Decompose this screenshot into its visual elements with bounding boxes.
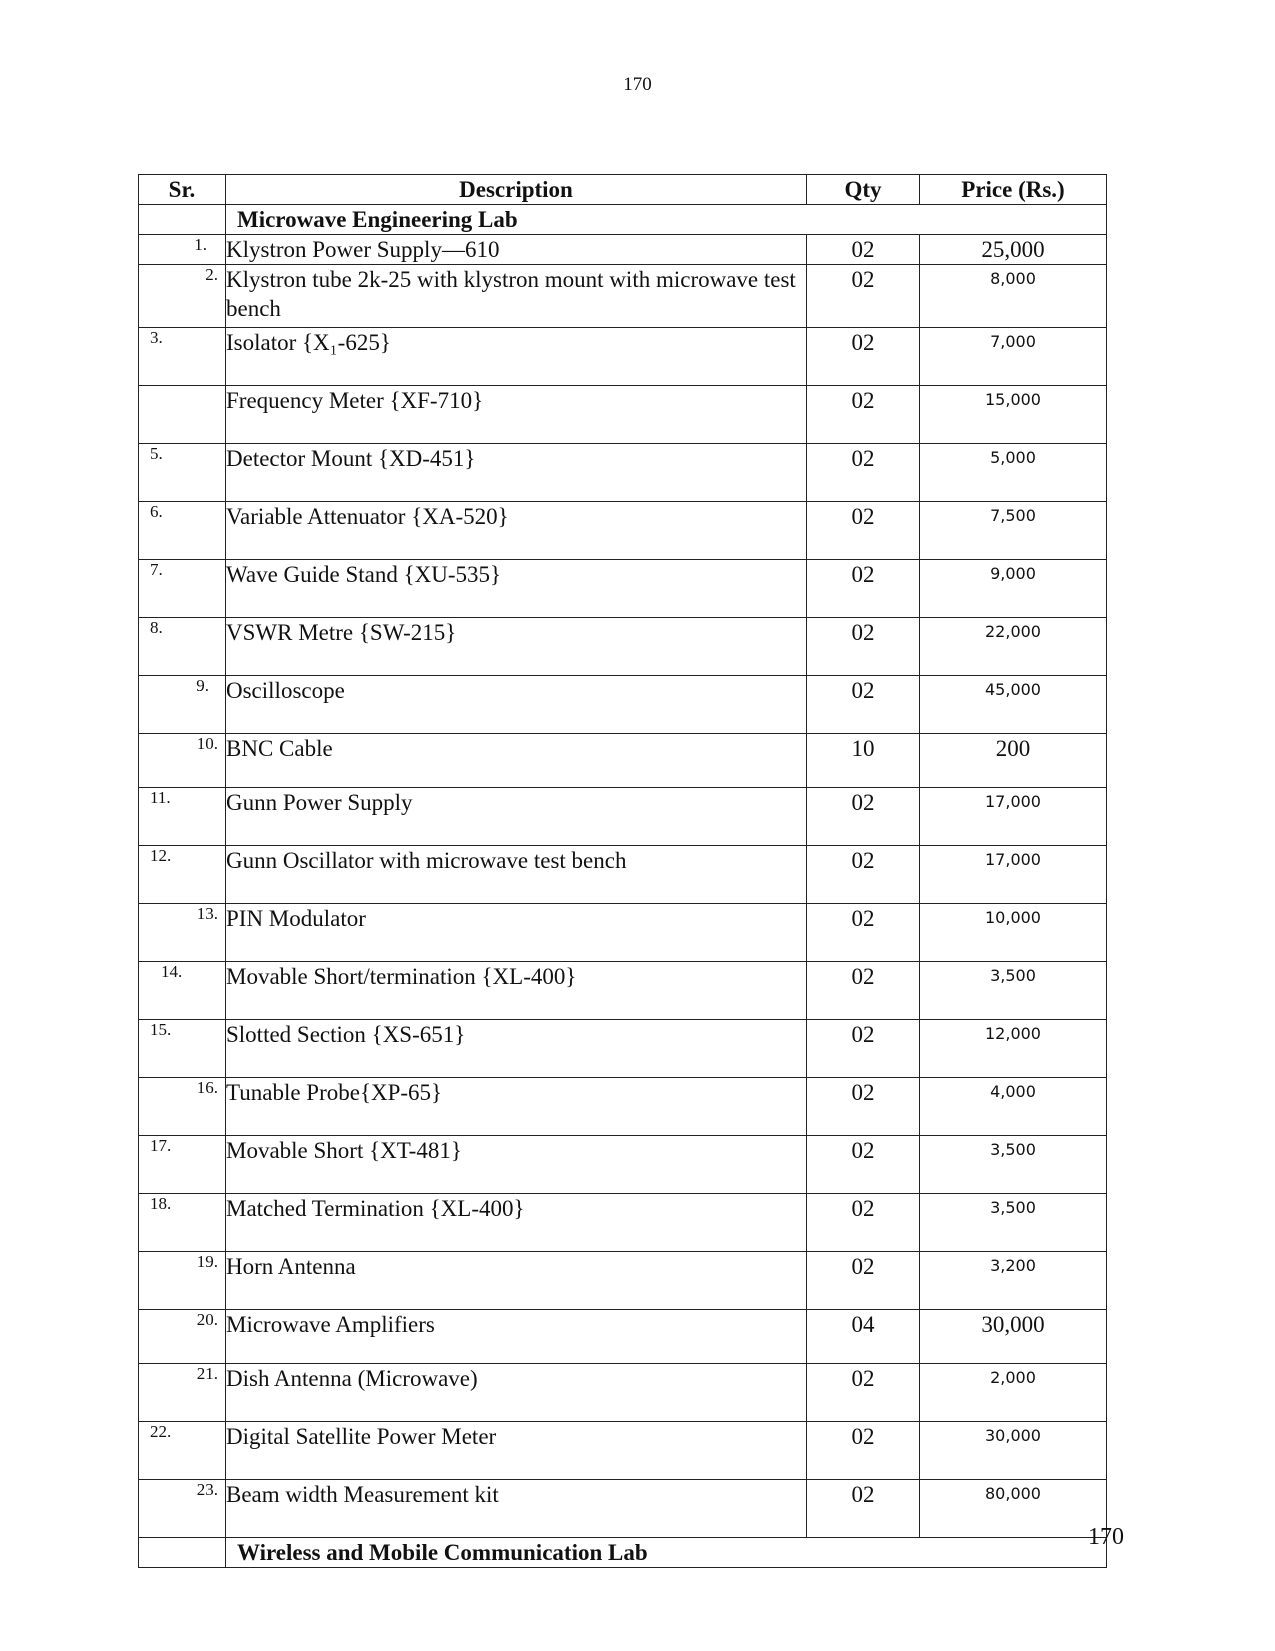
row-price: 45,000 (920, 676, 1107, 734)
table-row (139, 618, 1107, 676)
row-sr: 22. (139, 1422, 226, 1480)
table-row (139, 962, 1107, 1020)
header-qty: Qty (807, 175, 920, 205)
row-sr: 7. (139, 560, 226, 618)
row-price: 3,200 (920, 1252, 1107, 1310)
row-qty: 02 (807, 1422, 920, 1480)
row-qty: 02 (807, 265, 920, 328)
row-sr: 5. (139, 444, 226, 502)
row-description: Frequency Meter {XF-710} (226, 386, 807, 444)
row-sr: 16. (139, 1078, 226, 1136)
row-description: Gunn Oscillator with microwave test bench (226, 846, 807, 904)
row-qty: 02 (807, 1194, 920, 1252)
row-qty: 02 (807, 1136, 920, 1194)
header-description: Description (226, 175, 807, 205)
row-qty: 02 (807, 235, 920, 265)
page-number-bottom: 170 (1088, 1524, 1124, 1550)
row-description: Slotted Section {XS-651} (226, 1020, 807, 1078)
equipment-price-table (138, 174, 1107, 1568)
row-description: Microwave Amplifiers (226, 1310, 807, 1364)
row-sr: 13. (139, 904, 226, 962)
section-row (139, 205, 1107, 235)
row-description: Klystron tube 2k-25 with klystron mount with microwave test bench (226, 265, 807, 328)
table-row (139, 444, 1107, 502)
row-qty: 02 (807, 962, 920, 1020)
row-qty: 02 (807, 1480, 920, 1538)
table-row (139, 235, 1107, 265)
row-description: PIN Modulator (226, 904, 807, 962)
row-qty: 02 (807, 1252, 920, 1310)
row-qty: 10 (807, 734, 920, 788)
row-sr: 11. (139, 788, 226, 846)
row-price: 4,000 (920, 1078, 1107, 1136)
table-row (139, 1480, 1107, 1538)
table-row (139, 904, 1107, 962)
section-title-microwave: Microwave Engineering Lab (226, 205, 1107, 235)
row-description: Movable Short/termination {XL-400} (226, 962, 807, 1020)
row-sr (139, 386, 226, 444)
table-row (139, 560, 1107, 618)
row-sr: 18. (139, 1194, 226, 1252)
row-sr: 9. (139, 676, 226, 734)
table-row (139, 1020, 1107, 1078)
table-row (139, 386, 1107, 444)
row-price: 7,000 (920, 328, 1107, 386)
row-description: Detector Mount {XD-451} (226, 444, 807, 502)
row-price: 25,000 (920, 235, 1107, 265)
row-price: 22,000 (920, 618, 1107, 676)
table-row (139, 788, 1107, 846)
row-qty: 02 (807, 328, 920, 386)
row-sr: 17. (139, 1136, 226, 1194)
row-description: Isolator {X₁-625} (226, 328, 807, 386)
row-price: 3,500 (920, 1136, 1107, 1194)
row-price: 9,000 (920, 560, 1107, 618)
section-row (139, 1538, 1107, 1568)
row-qty: 02 (807, 788, 920, 846)
row-sr: 1. (139, 235, 226, 265)
row-qty: 02 (807, 444, 920, 502)
row-sr: 12. (139, 846, 226, 904)
row-qty: 02 (807, 1020, 920, 1078)
row-price: 12,000 (920, 1020, 1107, 1078)
page-number-top: 170 (623, 74, 652, 95)
row-sr: 6. (139, 502, 226, 560)
row-description: Klystron Power Supply—610 (226, 235, 807, 265)
row-qty: 02 (807, 904, 920, 962)
header-sr: Sr. (139, 175, 226, 205)
table-header-row (139, 175, 1107, 205)
header-price: Price (Rs.) (920, 175, 1107, 205)
row-qty: 02 (807, 1078, 920, 1136)
row-sr: 19. (139, 1252, 226, 1310)
row-qty: 02 (807, 386, 920, 444)
table-row (139, 1252, 1107, 1310)
row-description: VSWR Metre {SW-215} (226, 618, 807, 676)
row-price: 8,000 (920, 265, 1107, 328)
row-description: Matched Termination {XL-400} (226, 1194, 807, 1252)
row-price: 30,000 (920, 1422, 1107, 1480)
row-qty: 02 (807, 846, 920, 904)
table-row (139, 734, 1107, 788)
row-qty: 02 (807, 676, 920, 734)
row-description: Horn Antenna (226, 1252, 807, 1310)
row-qty: 02 (807, 1364, 920, 1422)
row-description: Variable Attenuator {XA-520} (226, 502, 807, 560)
row-price: 30,000 (920, 1310, 1107, 1364)
table-row (139, 1422, 1107, 1480)
row-price: 17,000 (920, 788, 1107, 846)
row-price: 7,500 (920, 502, 1107, 560)
row-description: Tunable Probe{XP-65} (226, 1078, 807, 1136)
table-row (139, 1078, 1107, 1136)
row-sr: 20. (139, 1310, 226, 1364)
row-price: 17,000 (920, 846, 1107, 904)
row-description: Beam width Measurement kit (226, 1480, 807, 1538)
row-sr: 23. (139, 1480, 226, 1538)
row-sr: 8. (139, 618, 226, 676)
row-qty: 02 (807, 502, 920, 560)
row-price: 3,500 (920, 1194, 1107, 1252)
row-sr: 10. (139, 734, 226, 788)
table-row (139, 1310, 1107, 1364)
row-sr: 14. (139, 962, 226, 1020)
row-description: Movable Short {XT-481} (226, 1136, 807, 1194)
section-title-wireless: Wireless and Mobile Communication Lab (226, 1538, 1107, 1568)
row-price: 10,000 (920, 904, 1107, 962)
row-description: Dish Antenna (Microwave) (226, 1364, 807, 1422)
table-row (139, 1136, 1107, 1194)
row-description: Gunn Power Supply (226, 788, 807, 846)
table-row (139, 328, 1107, 386)
row-price: 3,500 (920, 962, 1107, 1020)
row-qty: 04 (807, 1310, 920, 1364)
row-qty: 02 (807, 560, 920, 618)
table-row (139, 846, 1107, 904)
table-row (139, 676, 1107, 734)
row-price: 5,000 (920, 444, 1107, 502)
row-description: Wave Guide Stand {XU-535} (226, 560, 807, 618)
row-sr: 3. (139, 328, 226, 386)
row-sr: 21. (139, 1364, 226, 1422)
row-sr: 2. (139, 265, 226, 328)
table-row (139, 265, 1107, 328)
row-price: 2,000 (920, 1364, 1107, 1422)
table-row (139, 502, 1107, 560)
row-sr: 15. (139, 1020, 226, 1078)
row-description: Digital Satellite Power Meter (226, 1422, 807, 1480)
row-price: 80,000 (920, 1480, 1107, 1538)
table-row (139, 1194, 1107, 1252)
row-qty: 02 (807, 618, 920, 676)
row-price: 200 (920, 734, 1107, 788)
table-row (139, 1364, 1107, 1422)
row-price: 15,000 (920, 386, 1107, 444)
row-description: BNC Cable (226, 734, 807, 788)
row-description: Oscilloscope (226, 676, 807, 734)
